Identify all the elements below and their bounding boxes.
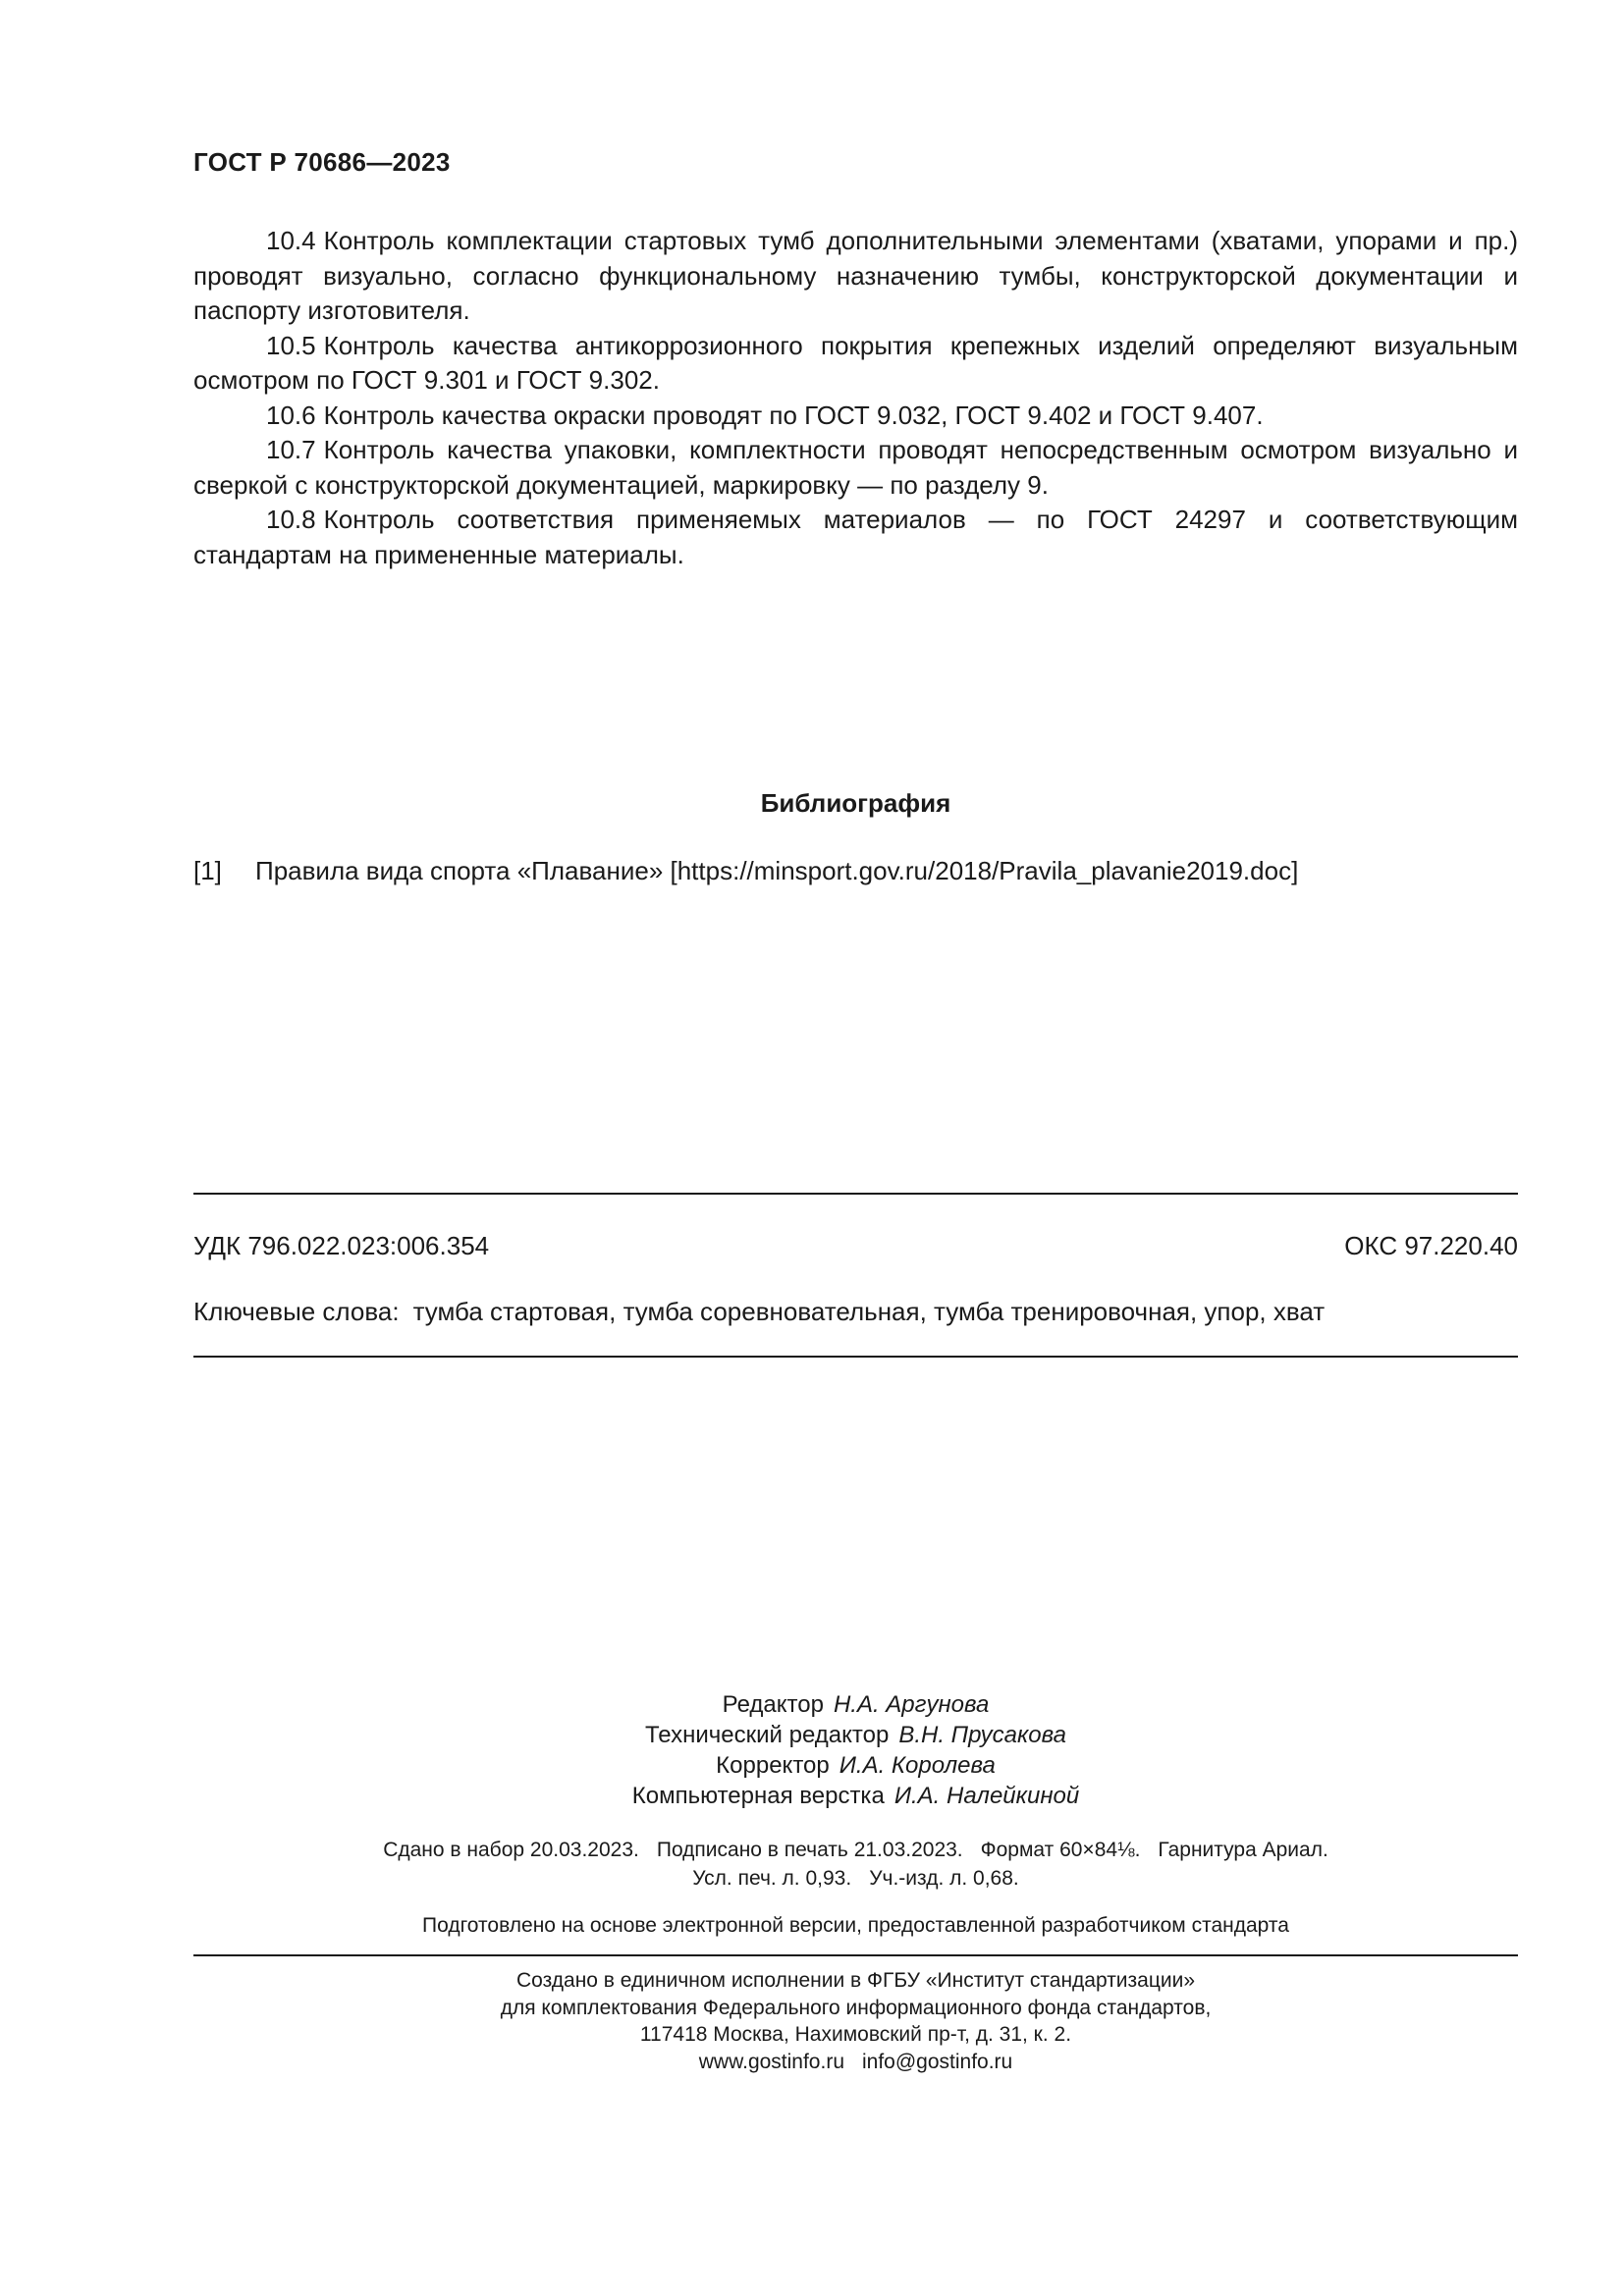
clause-number: 10.7 xyxy=(266,435,316,464)
keywords-text: тумба стартовая, тумба соревновательная, тумба тренировочная, упор, хват xyxy=(412,1297,1326,1326)
clause-text: Контроль качества окраски проводят по ГОСТ 9.032, ГОСТ 9.402 и ГОСТ 9.407. xyxy=(323,400,1264,430)
staff-role: Технический редактор xyxy=(644,1722,890,1748)
typeface: Гарнитура Ариал. xyxy=(1158,1839,1328,1861)
publisher-footer xyxy=(193,1967,1518,2075)
clause-10-7 xyxy=(193,433,1518,503)
staff-role: Компьютерная верстка xyxy=(631,1783,885,1809)
email-link[interactable]: info@gostinfo.ru xyxy=(862,2050,1013,2073)
staff-technical-editor xyxy=(193,1720,1518,1750)
udk-code: УДК 796.022.023:006.354 xyxy=(193,1231,490,1260)
staff-layout xyxy=(193,1781,1518,1811)
classification-row xyxy=(193,1231,1518,1261)
print-info xyxy=(193,1836,1518,1893)
clause-number: 10.8 xyxy=(266,505,316,534)
clause-10-5 xyxy=(193,329,1518,399)
clause-text: Контроль качества упаковки, комплектности проводят непосредственным осмотром визуально и сверкой с конструкторской документацией, маркировку — по разделу 9. xyxy=(193,435,1518,500)
publish-sheets: Уч.-изд. л. 0,68. xyxy=(869,1867,1019,1890)
bibliography-entry xyxy=(193,856,1518,886)
editorial-staff xyxy=(193,1689,1518,1811)
bibliography-entry-text: Правила вида спорта «Плавание» [https://minsport.gov.ru/2018/Pravila_plavanie2019.doc] xyxy=(255,856,1299,885)
paper-format: Формат 60×84⅛. xyxy=(980,1839,1141,1861)
divider-bottom xyxy=(193,1356,1518,1358)
divider-footer xyxy=(193,1954,1518,1956)
print-info-line-1 xyxy=(193,1836,1518,1864)
clause-number: 10.6 xyxy=(266,400,316,430)
footer-line-2: для комплектования Федерального информационного фонда стандартов, xyxy=(500,1996,1212,2019)
clause-10-6 xyxy=(193,399,1518,434)
print-sheets: Усл. печ. л. 0,93. xyxy=(692,1867,852,1890)
submitted-date: Сдано в набор 20.03.2023. xyxy=(383,1839,639,1861)
keywords-line xyxy=(193,1297,1518,1327)
oks-code: ОКС 97.220.40 xyxy=(1344,1231,1518,1260)
staff-name: В.Н. Прусакова xyxy=(898,1722,1066,1748)
bibliography-entry-number: [1] xyxy=(193,856,222,885)
staff-name: И.А. Налейкиной xyxy=(893,1783,1080,1809)
keywords-label: Ключевые слова: xyxy=(193,1297,400,1326)
bibliography-title: Библиография xyxy=(760,788,951,818)
staff-role: Корректор xyxy=(716,1752,830,1779)
footer-line-1: Создано в единичном исполнении в ФГБУ «Институт стандартизации» xyxy=(515,1969,1196,1992)
signed-date: Подписано в печать 21.03.2023. xyxy=(656,1839,963,1861)
clause-text: Контроль комплектации стартовых тумб дополнительными элементами (хватами, упорами и пр.) проводят визуально, согласно функциональному назначению тумбы, конструкторской документации и паспорту изготовителя. xyxy=(193,226,1518,325)
print-info-line-2 xyxy=(193,1864,1518,1893)
staff-role: Редактор xyxy=(722,1691,824,1718)
staff-proofreader xyxy=(193,1750,1518,1781)
clause-text: Контроль качества антикоррозионного покрытия крепежных изделий определяют визуальным осмотром по ГОСТ 9.301 и ГОСТ 9.302. xyxy=(193,330,1518,395)
clause-10-8 xyxy=(193,503,1518,572)
clause-text: Контроль соответствия применяемых материалов — по ГОСТ 24297 и соответствующим стандартам на примененные материалы. xyxy=(193,505,1518,569)
staff-editor xyxy=(193,1689,1518,1720)
divider-top xyxy=(193,1193,1518,1195)
document-id-header: ГОСТ Р 70686—2023 xyxy=(193,147,451,177)
prepared-note: Подготовлено на основе электронной версии, предоставленной разработчиком стандарта xyxy=(422,1914,1289,1937)
footer-address: 117418 Москва, Нахимовский пр-т, д. 31, к. 2. xyxy=(639,2023,1072,2046)
control-clauses-section xyxy=(193,224,1518,572)
clause-number: 10.5 xyxy=(266,330,316,360)
clause-number: 10.4 xyxy=(266,226,316,255)
staff-name: Н.А. Аргунова xyxy=(833,1691,990,1718)
footer-links xyxy=(193,2049,1518,2076)
clause-10-4 xyxy=(193,224,1518,329)
website-link[interactable]: www.gostinfo.ru xyxy=(698,2050,844,2073)
staff-name: И.А. Королева xyxy=(839,1752,996,1779)
